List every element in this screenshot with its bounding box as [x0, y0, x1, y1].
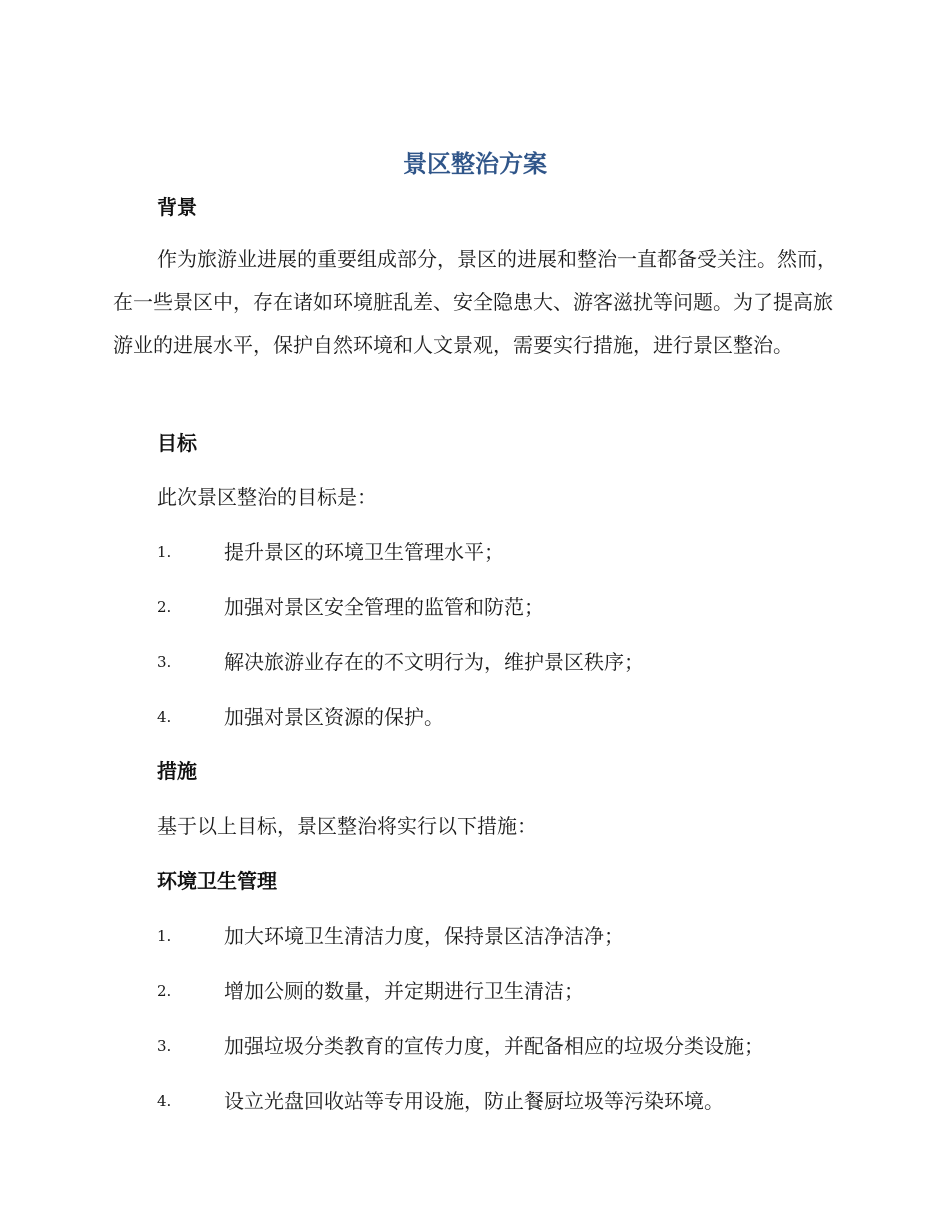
list-item-text: 加强垃圾分类教育的宣传力度，并配备相应的垃圾分类设施； — [224, 1034, 764, 1058]
list-item-text: 提升景区的环境卫生管理水平； — [224, 540, 504, 564]
background-paragraph: 作为旅游业进展的重要组成部分，景区的进展和整治一直都备受关注。然而，在一些景区中，存在诸如环境脏乱差、安全隐患大、游客滋扰等问题。为了提高旅游业的进展水平，保护自然环境和人文景观，需要实行措施，进行景区整治。 — [113, 247, 837, 357]
section-heading-goals: 目标 — [157, 431, 197, 455]
list-item-number: 1. — [157, 543, 172, 561]
list-item-text: 解决旅游业存在的不文明行为，维护景区秩序； — [224, 650, 644, 674]
list-item-number: 2. — [157, 982, 172, 1000]
list-item-number: 1. — [157, 927, 172, 945]
list-item-number: 4. — [157, 708, 172, 726]
list-item-text: 加大环境卫生清洁力度，保持景区洁净洁净； — [224, 924, 624, 948]
list-item-text: 加强对景区安全管理的监管和防范； — [224, 595, 544, 619]
document-title: 景区整治方案 — [403, 150, 547, 178]
list-item-text: 增加公厕的数量，并定期进行卫生清洁； — [224, 979, 584, 1003]
list-item-number: 3. — [157, 1037, 172, 1055]
measures-intro: 基于以上目标，景区整治将实行以下措施： — [157, 814, 537, 838]
list-item-number: 2. — [157, 598, 172, 616]
list-item-text: 设立光盘回收站等专用设施，防止餐厨垃圾等污染环境。 — [224, 1089, 724, 1113]
list-item-number: 3. — [157, 653, 172, 671]
section-heading-sanitation: 环境卫生管理 — [157, 869, 277, 893]
list-item-number: 4. — [157, 1092, 172, 1110]
goals-intro: 此次景区整治的目标是： — [157, 485, 377, 509]
list-item-text: 加强对景区资源的保护。 — [224, 705, 444, 729]
section-heading-measures: 措施 — [157, 759, 197, 783]
section-heading-background: 背景 — [157, 195, 197, 219]
